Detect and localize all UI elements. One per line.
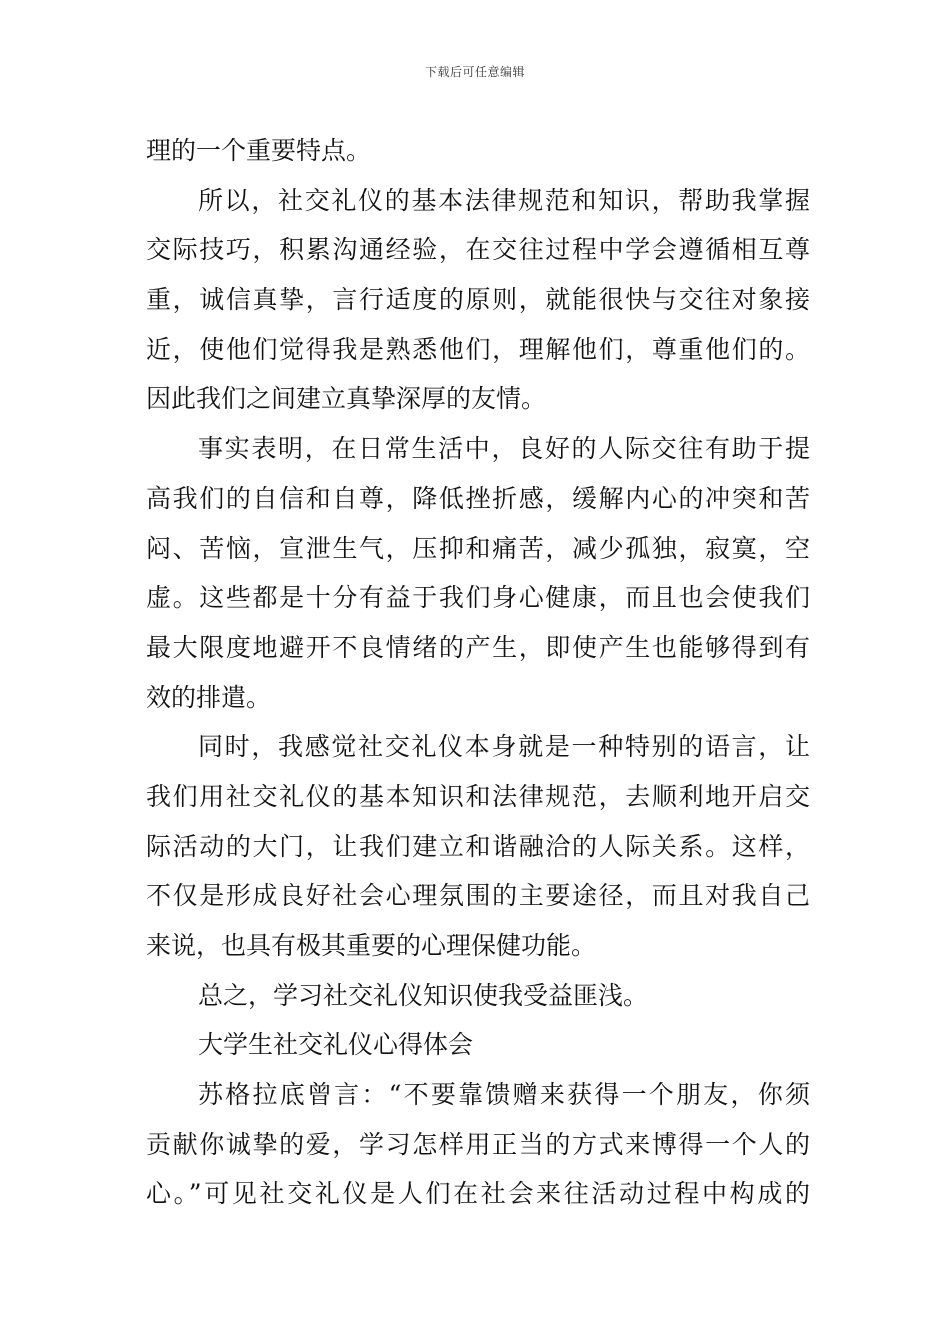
- text-line: 心。”可见社交礼仪是人们在社会来往活动过程中构成的: [146, 1179, 810, 1209]
- paragraph-first-line: 同时，我感觉社交礼仪本身就是一种特别的语言，让: [198, 732, 810, 762]
- text-line: 闷、苦恼，宣泄生气，压抑和痛苦，减少孤独，寂寞，空: [146, 533, 810, 563]
- text-line: 理的一个重要特点。: [146, 136, 372, 165]
- document-body: [146, 126, 810, 1219]
- text-line: 我们用社交礼仪的基本知识和法律规范，去顺利地开启交: [146, 781, 810, 811]
- text-line: 贡献你诚挚的爱，学习怎样用正当的方式来博得一个人的: [146, 1129, 810, 1159]
- paragraph-first-line: 苏格拉底曾言：“不要靠馈赠来获得一个朋友，你须: [198, 1080, 810, 1110]
- text-line: 不仅是形成良好社会心理氛围的主要途径，而且对我自己: [146, 881, 810, 911]
- text-line: 虚。这些都是十分有益于我们身心健康，而且也会使我们: [146, 583, 810, 613]
- text-line: 近，使他们觉得我是熟悉他们，理解他们，尊重他们的。: [146, 334, 810, 364]
- paragraph-first-line: 所以，社交礼仪的基本法律规范和知识，帮助我掌握: [198, 185, 810, 215]
- paragraph-first-line: 事实表明，在日常生活中，良好的人际交往有助于提: [198, 434, 810, 464]
- text-line: 效的排遣。: [146, 682, 272, 712]
- text-line: 来说，也具有极其重要的心理保健功能。: [146, 931, 597, 960]
- text-line: 最大限度地避开不良情绪的产生，即使产生也能够得到有: [146, 632, 810, 662]
- text-line: 高我们的自信和自尊，降低挫折感，缓解内心的冲突和苦: [146, 483, 810, 513]
- section-title: 大学生社交礼仪心得体会: [198, 1030, 474, 1060]
- page-header-note: 下载后可任意编辑: [424, 65, 525, 79]
- text-line: 重，诚信真挚，言行适度的原则，就能很快与交往对象接: [146, 285, 810, 315]
- text-line: 因此我们之间建立真挚深厚的友情。: [146, 384, 547, 414]
- text-line: 际活动的大门，让我们建立和谐融洽的人际关系。这样，: [146, 831, 810, 861]
- text-line: 交际技巧，积累沟通经验，在交往过程中学会遵循相互尊: [146, 235, 810, 265]
- paragraph-first-line: 总之，学习社交礼仪知识使我受益匪浅。: [198, 980, 649, 1010]
